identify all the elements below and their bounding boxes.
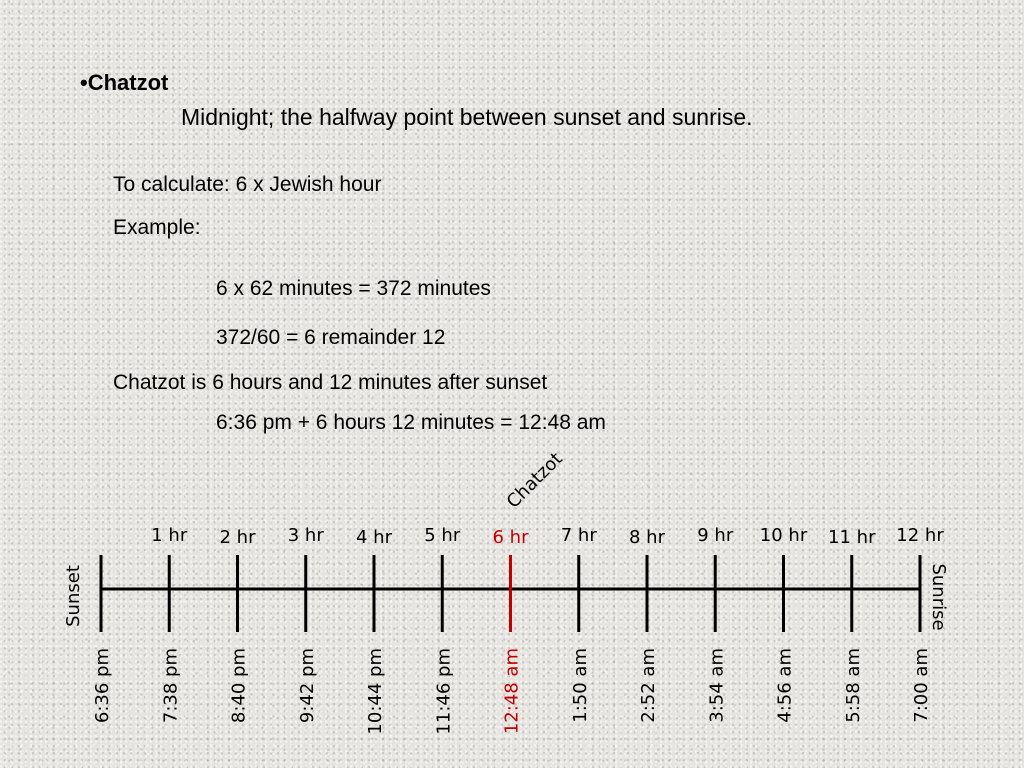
hour-label-2: 2 hr (219, 527, 256, 548)
calc-line: To calculate: 6 x Jewish hour (113, 173, 382, 196)
time-label-8: 2:52 am (638, 648, 659, 723)
summary: Chatzot is 6 hours and 12 minutes after sunset (113, 371, 548, 394)
hour-label-4: 4 hr (356, 527, 392, 548)
hour-label-5: 5 hr (424, 525, 461, 546)
time-label-10: 4:56 am (774, 648, 796, 723)
sunset-label: Sunset (63, 565, 84, 627)
hour-label-12: 12 hr (896, 525, 944, 546)
bullet: • (80, 70, 88, 95)
example-label: Example: (113, 216, 201, 239)
hour-label-8: 8 hr (629, 527, 665, 548)
definition: Midnight; the halfway point between sunset and sunrise. (181, 104, 753, 130)
time-label-3: 9:42 pm (296, 648, 318, 724)
time-label-6: 12:48 am (501, 648, 523, 735)
time-label-5: 11:46 pm (433, 648, 455, 735)
time-label-9: 3:54 am (706, 648, 728, 723)
hour-label-6: 6 hr (492, 527, 529, 548)
hour-label-11: 11 hr (828, 527, 876, 548)
time-label-0: 6:36 pm (92, 648, 113, 724)
hour-label-1: 1 hr (151, 525, 188, 546)
chatzot-label: Chatzot (502, 448, 567, 513)
time-label-11: 5:58 am (842, 648, 864, 723)
title-text: Chatzot (87, 70, 169, 95)
time-label-1: 7:38 pm (160, 648, 182, 724)
step-2: 372/60 = 6 remainder 12 (216, 326, 446, 349)
step-1: 6 x 62 minutes = 372 minutes (216, 277, 491, 300)
time-label-4: 10:44 pm (365, 648, 386, 735)
result: 6:36 pm + 6 hours 12 minutes = 12:48 am (216, 411, 606, 434)
sunrise-label: Sunrise (928, 563, 949, 631)
hour-label-7: 7 hr (560, 525, 597, 546)
time-label-7: 1:50 am (569, 648, 591, 723)
time-label-12: 7:00 am (911, 648, 932, 723)
time-label-2: 8:40 pm (228, 648, 250, 724)
hour-label-10: 10 hr (759, 525, 808, 546)
hour-label-9: 9 hr (697, 525, 734, 546)
hour-label-3: 3 hr (287, 525, 324, 546)
